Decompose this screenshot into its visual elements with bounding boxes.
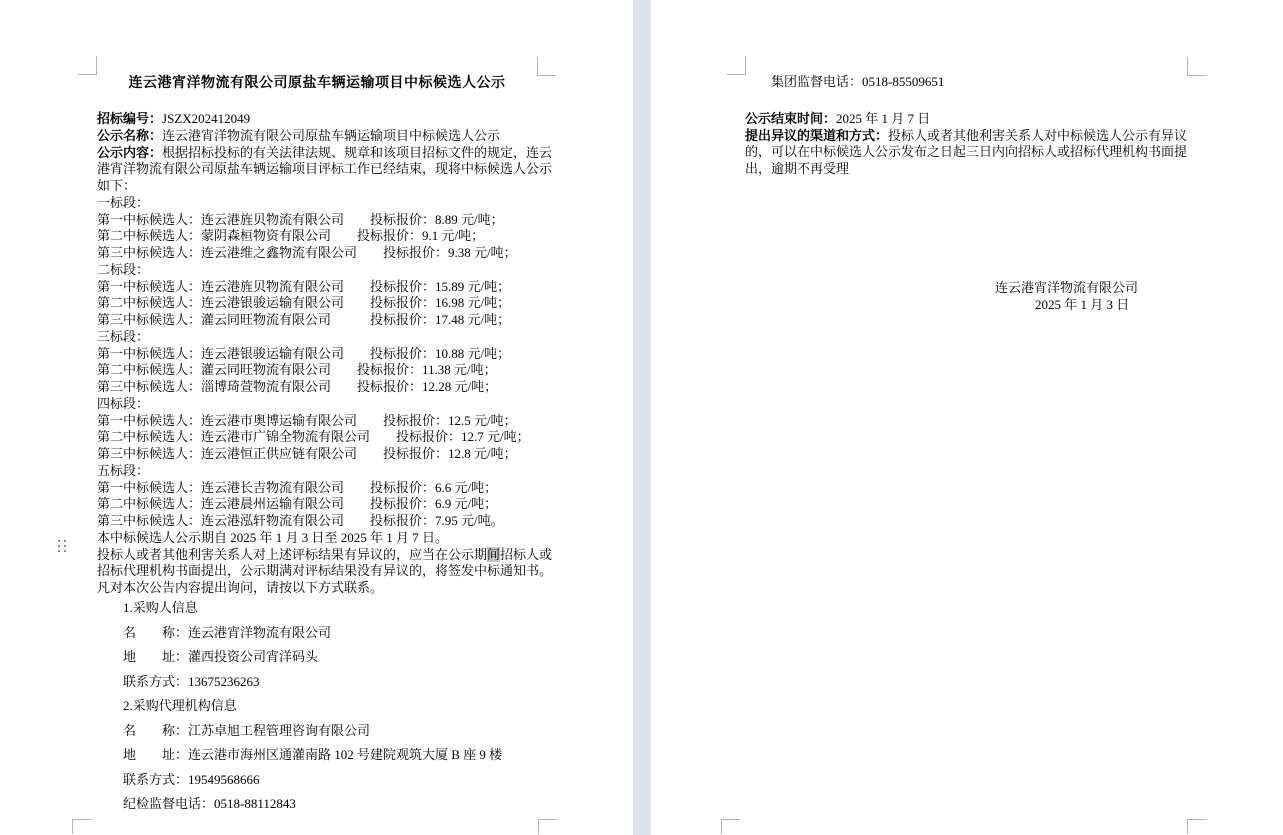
bid-line: 第三中标候选人：连云港恒正供应链有限公司 投标报价：12.8 元/吨；: [97, 446, 517, 461]
objection-line-2: 招标代理机构书面提出，公示期满对评标结果没有异议的，将签发中标通知书。: [97, 563, 553, 579]
end-time-line: [745, 111, 1187, 128]
bid-line: 第一中标候选人：连云港旌贝物流有限公司 投标报价：15.89 元/吨；: [97, 278, 511, 294]
signature-company: 连云港宵洋物流有限公司: [995, 279, 1139, 295]
signature-date: 2025 年 1 月 3 日: [1035, 296, 1130, 312]
text-boundary-mark-top-right: [537, 57, 556, 76]
bid-line: 第二中标候选人：连云港银骏运输有限公司 投标报价：16.98 元/吨；: [97, 295, 511, 311]
bid-line: 第一中标候选人：连云港长吉物流有限公司 投标报价：6.6 元/吨；: [97, 479, 498, 495]
bid-no-value: JSZX202412049: [162, 111, 251, 126]
page2-content: [651, 0, 1283, 313]
contact-line: 联系方式：13675236263: [123, 673, 260, 689]
notice-content-line-3: 如下：: [97, 178, 137, 193]
bid-line: 第三中标候选人：灌云同旺物流有限公司 投标报价：17.48 元/吨；: [97, 312, 511, 327]
page-title: 连云港宵洋物流有限公司原盐车辆运输项目中标候选人公示: [128, 76, 506, 91]
text-boundary-mark-bottom-right: [538, 819, 557, 834]
notice-name-line: [97, 128, 537, 145]
text-boundary-mark-top-right: [1187, 57, 1206, 76]
bid-line: 第一中标候选人：连云港旌贝物流有限公司 投标报价：8.89 元/吨；: [97, 211, 504, 227]
text-boundary-mark-top-left: [78, 56, 97, 75]
group-phone-line: 集团监督电话：0518-85509651: [771, 74, 945, 89]
contact-line: 1.采购人信息: [123, 600, 198, 616]
bid-line: 第二中标候选人：连云港市广锦全物流有限公司 投标报价：12.7 元/吨；: [97, 429, 530, 445]
objection-line-3: 凡对本次公告内容提出询问，请按以下方式联系。: [97, 580, 384, 595]
objection-channel-line-2: 的，可以在中标候选人公示发布之日起三日内向招标人或招标代理机构书面提: [745, 144, 1188, 160]
notice-name-value: 连云港宵洋物流有限公司原盐车辆运输项目中标候选人公示: [162, 127, 501, 143]
contact-line: 名 称：江苏卓旭工程管理咨询有限公司: [123, 722, 371, 738]
bid-no-label: 招标编号：: [97, 111, 163, 126]
page1-content: [0, 0, 633, 813]
document-page-1: [0, 0, 633, 835]
bid-line: 第三中标候选人：淄博琦萱物流有限公司 投标报价：12.28 元/吨；: [97, 379, 498, 394]
notice-content-text: 根据招标投标的有关法律法规、规章和该项目招标文件的规定，连云: [162, 144, 553, 160]
notice-name-label: 公示名称：: [97, 127, 163, 143]
objection-text-post: 招标人或: [500, 546, 553, 562]
section-heading: 四标段：: [97, 395, 150, 411]
objection-line-1: [97, 546, 553, 564]
page-gap: [633, 0, 651, 835]
notice-content-label: 公示内容：: [97, 144, 163, 160]
text-boundary-mark-bottom-left: [72, 819, 91, 834]
notice-content-line-1: [97, 144, 553, 162]
paragraph-drag-handle-icon[interactable]: [58, 540, 66, 552]
objection-channel-line-3: 出，逾期不再受理: [745, 161, 850, 176]
text-boundary-mark-bottom-right: [1187, 819, 1206, 834]
signature-block: [745, 279, 1187, 313]
contact-line: 联系方式：19549568666: [123, 771, 260, 787]
bid-line: 第一中标候选人：连云港银骏运输有限公司 投标报价：10.88 元/吨；: [97, 345, 511, 361]
section-heading: 三标段：: [97, 328, 150, 344]
bid-line: 第二中标候选人：蒙阴森桓物资有限公司 投标报价：9.1 元/吨；: [97, 228, 485, 244]
bid-line: 第二中标候选人：灌云同旺物流有限公司 投标报价：11.38 元/吨；: [97, 362, 497, 378]
contact-line: 名 称：连云港宵洋物流有限公司: [123, 624, 332, 640]
notice-content-line-2: 港宵洋物流有限公司原盐车辆运输项目评标工作已经结束，现将中标候选人公示: [97, 161, 553, 177]
bid-no-line: [97, 111, 537, 128]
publicity-period-line: 本中标候选人公示期自 2025 年 1 月 3 日至 2025 年 1 月 7 日。: [97, 529, 449, 545]
bid-line: 第三中标候选人：连云港维之鑫物流有限公司 投标报价：9.38 元/吨；: [97, 245, 517, 260]
bid-line: 第三中标候选人：连云港泓轩物流有限公司 投标报价：7.95 元/吨。: [97, 513, 504, 528]
objection-channel-label: 提出异议的渠道和方式：: [745, 127, 889, 143]
objection-channel-text: 投标人或者其他利害关系人对中标候选人公示有异议: [888, 127, 1188, 143]
contact-line: 地 址：连云港市海州区通灌南路 102 号建院观筑大厦 B 座 9 楼: [123, 747, 503, 763]
text-boundary-mark-top-left: [727, 56, 746, 75]
objection-text-pre: 投标人或者其他利害关系人对上述评标结果有异议的，应当在公示期: [97, 546, 488, 562]
document-page-2: [651, 0, 1283, 835]
highlighted-char: 间: [487, 546, 501, 562]
text-boundary-mark-bottom-left: [721, 819, 740, 834]
section-heading: 一标段：: [97, 194, 150, 210]
bid-line: 第二中标候选人：连云港晨州运输有限公司 投标报价：6.9 元/吨；: [97, 496, 498, 512]
contact-line: 地 址：灌西投资公司宵洋码头: [123, 649, 319, 665]
section-heading: 五标段：: [97, 462, 150, 478]
section-heading: 二标段：: [97, 261, 150, 277]
contact-line: 纪检监督电话：0518-88112843: [123, 796, 296, 812]
bid-line: 第一中标候选人：连云港市奥博运输有限公司 投标报价：12.5 元/吨；: [97, 412, 517, 428]
contact-line: 2.采购代理机构信息: [123, 698, 237, 714]
objection-channel-line-1: [745, 128, 1187, 145]
end-time-value: 2025 年 1 月 7 日: [836, 110, 931, 126]
end-time-label: 公示结束时间：: [745, 110, 837, 126]
